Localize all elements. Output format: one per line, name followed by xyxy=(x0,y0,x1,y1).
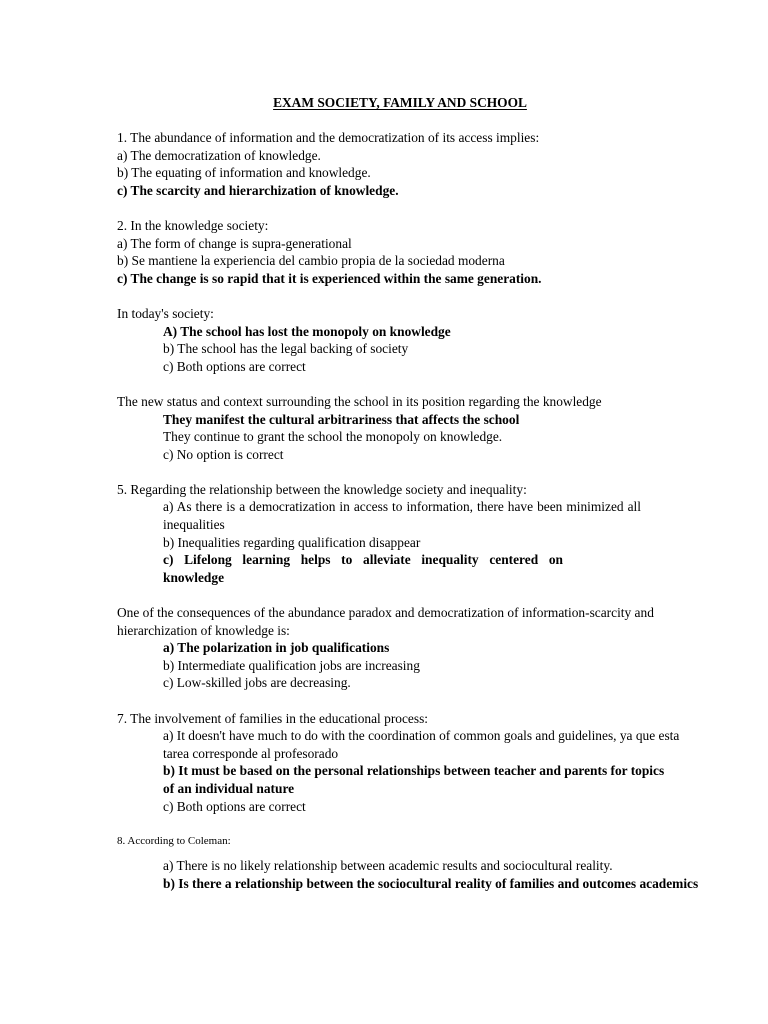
option-a: a) There is no likely relationship between academic results and sociocultural reality. xyxy=(163,858,613,874)
option-b: b) The school has the legal backing of society xyxy=(163,341,409,357)
option-c: c) Both options are correct xyxy=(163,358,306,374)
option-b: b) Intermediate qualification jobs are increasing xyxy=(163,657,420,673)
option-list xyxy=(117,147,702,200)
option-a: a) As there is a democratization in access to information, there have been minimized all inequalities xyxy=(163,499,641,533)
question-3 xyxy=(117,305,702,375)
question-5 xyxy=(117,481,702,587)
question-4 xyxy=(117,393,702,463)
question-text: 1. The abundance of information and the democratization of its access implies: xyxy=(117,130,540,145)
option-c: c) Low-skilled jobs are decreasing. xyxy=(163,675,351,691)
option-a: a) The form of change is supra-generational xyxy=(117,235,352,251)
question-text: The new status and context surrounding the school in its position regarding the knowledge xyxy=(117,393,602,409)
option-a-answer: They manifest the cultural arbitrariness that affects the school xyxy=(163,411,520,427)
option-list xyxy=(117,235,702,288)
option-list xyxy=(163,857,702,892)
question-6 xyxy=(117,604,702,692)
option-b-answer: b) Is there a relationship between the sociocultural reality of families and outcomes academics xyxy=(163,875,699,891)
option-b: b) Inequalities regarding qualification disappear xyxy=(163,534,421,550)
option-c-answer: c) The scarcity and hierarchization of knowledge. xyxy=(117,182,399,198)
question-text: One of the consequences of the abundance paradox and democratization of information-scarcity and hierarchization of knowledge is: xyxy=(117,605,654,638)
option-c-answer: c) The change is so rapid that it is experienced within the same generation. xyxy=(117,270,542,286)
option-a-answer: A) The school has lost the monopoly on knowledge xyxy=(163,323,451,339)
option-a-answer: a) The polarization in job qualifications xyxy=(163,640,390,656)
option-a: a) The democratization of knowledge. xyxy=(117,147,321,163)
option-list xyxy=(163,727,683,815)
option-c: c) No option is correct xyxy=(163,446,284,462)
exam-title xyxy=(0,94,768,112)
question-2 xyxy=(117,217,702,287)
option-a: a) It doesn't have much to do with the coordination of common goals and guidelines, ya que esta tarea corresponde al profesorado xyxy=(163,728,680,761)
option-list xyxy=(163,639,702,692)
question-7 xyxy=(117,710,702,816)
question-text: 2. In the knowledge society: xyxy=(117,217,269,233)
question-text: 5. Regarding the relationship between the knowledge society and inequality: xyxy=(117,481,527,497)
question-list xyxy=(117,129,702,893)
question-8 xyxy=(117,833,702,893)
option-c-answer: c) Lifelong learning helps to alleviate inequality centered on knowledge xyxy=(163,552,563,585)
option-b-answer: b) It must be based on the personal relationships between teacher and parents for topics of an individual nature xyxy=(163,763,665,796)
question-text: In today's society: xyxy=(117,305,214,321)
option-list xyxy=(163,411,702,464)
option-list xyxy=(163,498,641,586)
question-1 xyxy=(117,129,702,199)
option-c: c) Both options are correct xyxy=(163,798,306,814)
option-list xyxy=(163,323,702,376)
exam-title-text: EXAM SOCIETY, FAMILY AND SCHOOL xyxy=(273,95,527,110)
option-b: b) Se mantiene la experiencia del cambio propia de la sociedad moderna xyxy=(117,253,505,269)
question-text: 7. The involvement of families in the educational process: xyxy=(117,710,428,726)
option-b: They continue to grant the school the monopoly on knowledge. xyxy=(163,429,503,445)
question-text: 8. According to Coleman: xyxy=(117,834,231,847)
option-b: b) The equating of information and knowledge. xyxy=(117,165,371,181)
